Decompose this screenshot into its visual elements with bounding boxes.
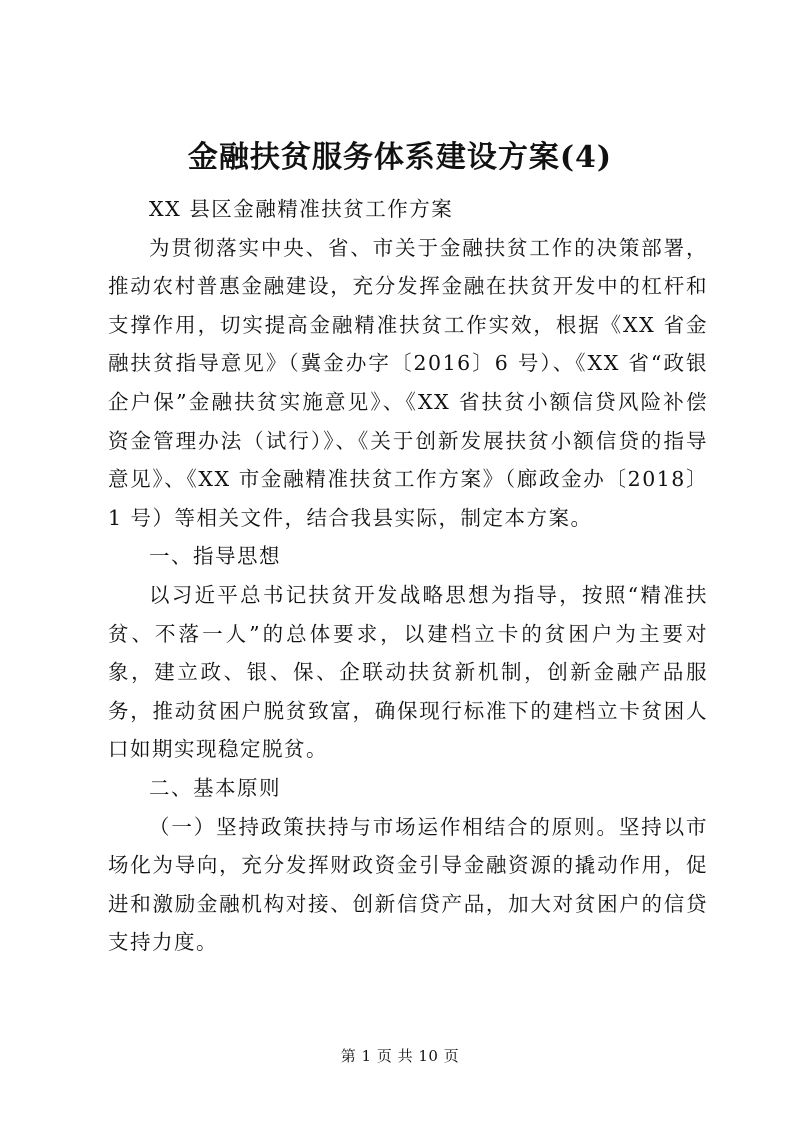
section-subtitle: XX 县区金融精准扶贫工作方案	[149, 197, 454, 221]
heading-basic-principles: 二、基本原则	[149, 775, 281, 800]
document-body	[108, 190, 708, 962]
heading-guiding-ideology: 一、指导思想	[149, 544, 281, 569]
intro-paragraph: 为贯彻落实中央、省、市关于金融扶贫工作的决策部署，推动农村普惠金融建设，充分发挥金融在扶贫开发中的杠杆和支撑作用，切实提高金融精准扶贫工作实效，根据《XX 省金融扶贫指导意见》（冀金办字〔2016〕6 号）、《XX 省“政银企户保”金融扶贫实施意见》、《XX 省扶贫小额信贷风险补偿资金管理办法（试行）》、《关于创新发展扶贫小额信贷的指导意见》、《XX 市金融精准扶贫工作方案》（廊政金办〔2018〕1 号）等相关文件，结合我县实际，制定本方案。	[108, 235, 708, 530]
document-title: 金融扶贫服务体系建设方案(4)	[187, 140, 613, 175]
guiding-ideology-paragraph: 以习近平总书记扶贫开发战略思想为指导，按照“精准扶贫、不落一人”的总体要求，以建档立卡的贫困户为主要对象，建立政、银、保、企联动扶贫新机制，创新金融产品服务，推动贫困户脱贫致富，确保现行标准下的建档立卡贫困人口如期实现稳定脱贫。	[108, 582, 708, 762]
page-footer: 第 1 页 共 10 页	[340, 1047, 460, 1065]
principle-one-paragraph: （一）坚持政策扶持与市场运作相结合的原则。坚持以市场化为导向，充分发挥财政资金引导金融资源的撬动作用，促进和激励金融机构对接、创新信贷产品，加大对贫困户的信贷支持力度。	[108, 814, 708, 955]
